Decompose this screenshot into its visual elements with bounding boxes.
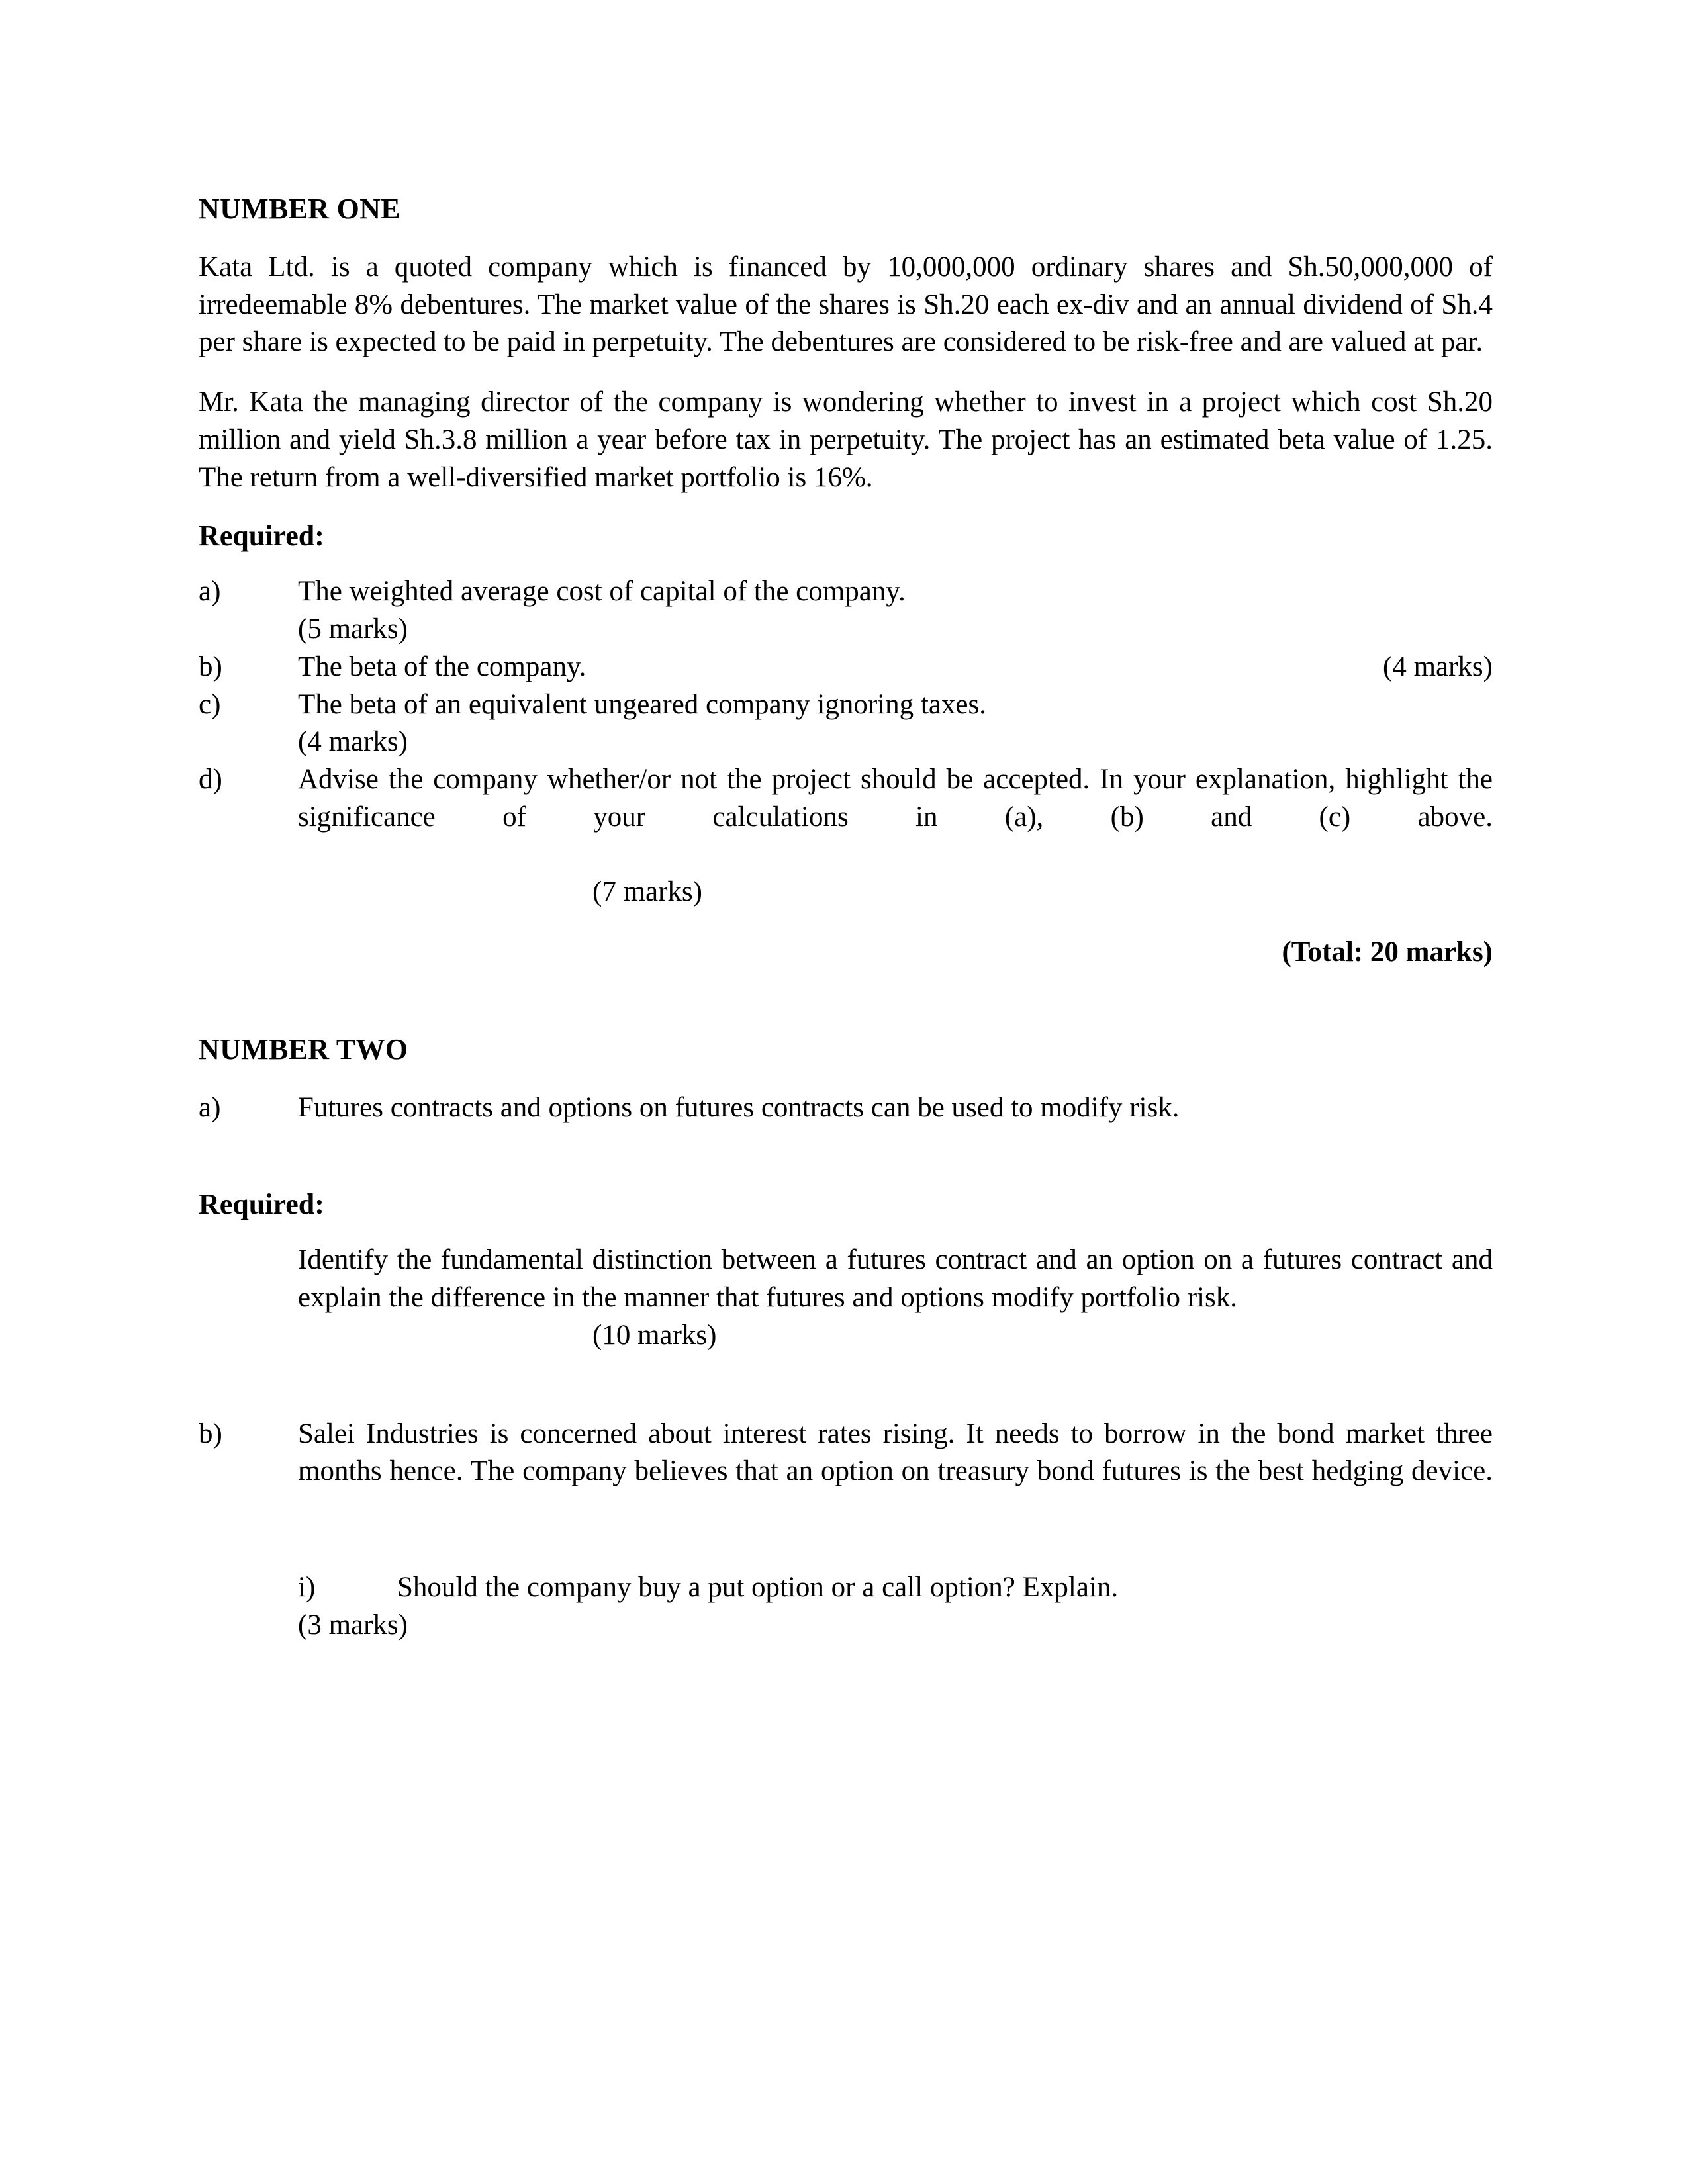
total-marks-number-one: (Total: 20 marks) — [1282, 936, 1493, 968]
sub-list-item-marker-i: i) — [298, 1571, 316, 1603]
list-item-body-two-b — [298, 1416, 1493, 1528]
list-item — [199, 761, 1493, 911]
required-marks-line — [298, 1317, 1493, 1355]
paragraph-gap — [199, 1528, 1493, 1569]
list-item — [199, 1416, 1493, 1528]
list-item — [199, 649, 1493, 686]
list-item-body-a — [298, 573, 1493, 649]
list-item-text-b: The beta of the company. — [298, 651, 586, 682]
sub-list-item-marks-row — [199, 1607, 1493, 1645]
required-body-number-two: Identify the fundamental distinction between a futures contract and an option on a futures contract and explain the difference in the manner that futures and options modify portfolio risk. — [298, 1244, 1493, 1314]
required-marks-body — [298, 1317, 1493, 1355]
section-gap — [199, 972, 1493, 1032]
list-item-marker-two-a: a) — [199, 1091, 221, 1123]
list-item-marks-row-d — [298, 874, 1493, 911]
required-marks-number-two: (10 marks) — [592, 1319, 717, 1351]
sub-list-item-marks-i: (3 marks) — [298, 1609, 408, 1641]
list-item-text-a: The weighted average cost of capital of the company. — [298, 576, 906, 608]
page-content — [199, 192, 1493, 1644]
sub-list-item — [199, 1569, 1493, 1607]
list-item-text-d: Advise the company whether/or not the project should be accepted. In your explanation, highlight the significance of your calculations in (a), (b) and (c) above. — [298, 764, 1493, 833]
list-item-marks-c: (4 marks) — [298, 726, 408, 758]
list-item-text-two-b: Salei Industries is concerned about interest rates rising. It needs to borrow in the bond market three months hence. The company believes that an option on treasury bond futures is the best hedging device. — [298, 1418, 1493, 1487]
list-item-marks-b: (4 marks) — [1383, 651, 1493, 682]
list-item-line-b — [298, 649, 1493, 686]
list-item — [199, 573, 1493, 649]
sub-list-item-marks-body — [298, 1607, 1493, 1645]
list-item-body-c — [298, 686, 1493, 762]
paragraph-kata-ltd-financing: Kata Ltd. is a quoted company which is financed by 10,000,000 ordinary shares and Sh.50,000,000 of irredeemable 8% debentures. The market value of the shares is Sh.20 each ex-div and an annual dividend of Sh.4 per share is expected to be paid in perpetuity. The debentures are considered to be risk-free and are valued at par. — [199, 251, 1493, 358]
list-item-marks-d: (7 marks) — [592, 876, 702, 908]
required-heading-number-one: Required: — [199, 520, 324, 553]
section-heading-number-two: NUMBER TWO — [199, 1032, 408, 1066]
sub-list-item-text-i: Should the company buy a put option or a call option? Explain. — [397, 1571, 1119, 1603]
sub-list-item-body-i — [397, 1569, 1493, 1607]
list-item-body-b — [298, 649, 1493, 686]
list-item — [199, 686, 1493, 762]
list-item-text-two-a: Futures contracts and options on futures contracts can be used to modify risk. — [298, 1091, 1180, 1123]
list-item — [199, 1089, 1493, 1127]
list-item-text-c: The beta of an equivalent ungeared company ignoring taxes. — [298, 688, 986, 720]
list-item-body-two-a — [298, 1089, 1493, 1127]
list-item-marker-two-b: b) — [199, 1418, 222, 1449]
list-item-marker-a: a) — [199, 576, 221, 608]
required-marks-row — [199, 1317, 1493, 1355]
list-item-marker-c: c) — [199, 688, 221, 720]
paragraph-gap — [199, 1355, 1493, 1416]
list-item-marker-b: b) — [199, 651, 222, 682]
list-item-marks-a: (5 marks) — [298, 614, 408, 645]
paragraph-kata-project-investment: Mr. Kata the managing director of the company is wondering whether to invest in a project which cost Sh.20 million and yield Sh.3.8 million a year before tax in perpetuity. The project has an estimated beta value of 1.25. The return from a well-diversified market portfolio is 16%. — [199, 387, 1493, 493]
list-item-marker-d: d) — [199, 764, 222, 796]
section-heading-number-one: NUMBER ONE — [199, 193, 400, 225]
paragraph-gap — [199, 1126, 1493, 1187]
required-heading-number-two: Required: — [199, 1188, 324, 1221]
list-item-body-d — [298, 761, 1493, 911]
